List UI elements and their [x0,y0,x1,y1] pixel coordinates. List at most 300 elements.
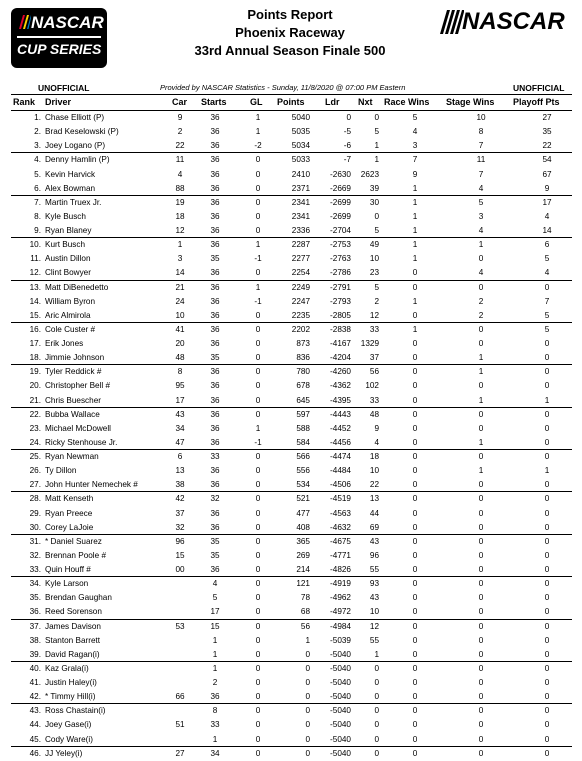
gl-cell: 0 [255,621,261,631]
starts-cell: 1 [212,663,218,673]
table-row [0,662,582,676]
nxt-cell: 33 [369,324,379,334]
stage-wins-cell: 3 [478,211,484,221]
starts-cell: 36 [210,480,220,490]
ldr-cell: -2763 [330,254,351,264]
playoff-pts-cell: 0 [544,480,550,490]
car-cell: 21 [175,282,185,292]
rank-cell: 38. [29,635,41,645]
points-cell: 2287 [291,240,310,250]
starts-cell: 36 [210,169,220,179]
rank-cell: 43. [29,706,41,716]
driver-cell: Ricky Stenhouse Jr. [45,437,118,447]
car-cell: 6 [177,452,183,461]
driver-cell: Martin Truex Jr. [45,197,102,207]
starts-cell: 32 [210,494,220,504]
nxt-cell: 96 [369,550,379,560]
race-wins-cell: 0 [412,593,418,603]
nxt-cell: 48 [369,409,379,419]
race-wins-cell: 5 [412,113,418,122]
playoff-pts-cell: 0 [544,678,550,687]
rank-cell: 4. [34,155,41,165]
playoff-pts-cell: 7 [544,296,550,306]
rank-cell: 1. [34,113,41,122]
playoff-pts-cell: 0 [544,353,550,363]
rank-cell: 11. [30,254,41,264]
gl-cell: 0 [255,310,261,320]
track-name: Phoenix Raceway [235,25,345,40]
rank-cell: 6. [34,183,41,193]
car-cell: 2 [177,127,183,137]
ldr-cell: -4443 [330,409,351,419]
points-cell: 2277 [291,254,310,264]
ldr-cell: -4962 [330,593,351,603]
nxt-cell: 4 [374,437,379,447]
gl-cell: 0 [255,692,261,702]
playoff-pts-cell: 0 [544,565,550,574]
table-row [0,492,582,506]
points-cell: 0 [305,678,310,687]
stage-wins-cell: 2 [478,310,484,320]
playoff-pts-cell: 0 [544,522,550,532]
race-wins-cell: 0 [412,423,418,433]
ldr-cell: -2805 [330,310,351,320]
rank-cell: 36. [29,607,41,617]
table-row [0,733,582,747]
starts-cell: 35 [210,254,220,264]
table-row [0,408,582,422]
nxt-cell: 0 [374,663,379,673]
race-wins-cell: 1 [412,197,418,207]
playoff-pts-cell: 0 [544,635,550,645]
stage-wins-cell: 1 [478,437,484,447]
playoff-pts-cell: 0 [544,452,550,461]
gl-cell: 0 [255,508,261,518]
nxt-cell: 18 [369,452,379,461]
table-row [0,295,582,309]
nxt-cell: 43 [369,593,379,603]
playoff-pts-cell: 9 [544,183,550,193]
playoff-pts-cell: 5 [544,310,550,320]
race-wins-cell: 1 [412,226,418,235]
points-cell: 0 [305,734,310,744]
rank-cell: 19. [29,367,41,377]
ldr-cell: -7 [343,155,351,165]
rank-cell: 14. [29,296,41,306]
starts-cell: 36 [210,423,220,433]
nxt-cell: 0 [374,692,379,702]
table-row [0,718,582,732]
rank-cell: 39. [29,649,41,659]
table-row [0,323,582,337]
rank-cell: 12. [29,268,41,278]
gl-cell: 0 [255,720,261,730]
ldr-cell: -5 [343,127,351,137]
stage-wins-cell: 8 [478,127,484,137]
gl-cell: 0 [255,452,261,461]
driver-cell: Alex Bowman [45,183,96,193]
stage-wins-cell: 0 [478,494,484,504]
points-cell: 121 [296,579,310,589]
playoff-pts-cell: 0 [544,437,550,447]
rank-cell: 21. [29,395,41,405]
points-cell: 0 [305,649,310,659]
car-cell: 8 [177,367,183,377]
race-wins-cell: 0 [412,480,418,490]
driver-cell: Joey Logano (P) [45,141,106,151]
starts-cell: 36 [210,508,220,518]
ldr-cell: -5040 [330,692,351,702]
table-row [0,139,582,153]
stage-wins-cell: 10 [476,113,486,122]
playoff-pts-cell: 0 [544,550,550,560]
stage-wins-cell: 0 [478,282,484,292]
race-wins-cell: 0 [412,409,418,419]
starts-cell: 36 [210,437,220,447]
stage-wins-cell: 4 [478,268,484,278]
points-cell: 2341 [291,211,310,221]
nxt-cell: 44 [369,508,379,518]
playoff-pts-cell: 27 [542,113,552,122]
playoff-pts-cell: 0 [544,607,550,617]
ldr-cell: -5039 [330,635,351,645]
nxt-cell: 1329 [360,339,379,348]
playoff-pts-cell: 0 [544,579,550,589]
driver-cell: Reed Sorenson [45,607,102,617]
driver-cell: Cole Custer # [45,324,96,334]
col-header-stage-wins: Stage Wins [446,97,495,107]
gl-cell: 0 [255,226,261,235]
ldr-cell: -2838 [330,324,351,334]
stage-wins-cell: 1 [478,395,484,405]
col-header-car: Car [172,97,188,107]
driver-cell: Chase Elliott (P) [45,113,105,122]
car-cell: 19 [175,197,185,207]
nxt-cell: 13 [369,494,379,504]
stage-wins-cell: 0 [478,565,484,574]
gl-cell: 0 [255,565,261,574]
driver-cell: Jimmie Johnson [45,353,105,363]
ldr-cell: -4519 [330,494,351,504]
playoff-pts-cell: 0 [544,409,550,419]
nascar-logo [440,6,572,38]
starts-cell: 36 [210,211,220,221]
rank-cell: 20. [29,381,41,391]
driver-cell: Ryan Blaney [45,226,92,235]
gl-cell: 0 [255,324,261,334]
car-cell: 41 [175,324,185,334]
rank-cell: 35. [29,593,41,603]
driver-cell: Denny Hamlin (P) [45,155,110,165]
nxt-cell: 12 [369,621,379,631]
car-cell: 34 [175,423,185,433]
col-header-points: Points [277,97,305,107]
car-cell: 15 [175,550,185,560]
starts-cell: 1 [212,635,218,645]
race-wins-cell: 1 [412,240,418,250]
gl-cell: 0 [255,466,261,476]
driver-cell: Matt DiBenedetto [45,282,109,292]
car-cell: 88 [175,183,185,193]
gl-cell: 0 [255,663,261,673]
gl-cell: 0 [255,381,261,391]
race-wins-cell: 0 [412,367,418,377]
driver-cell: Ty Dillon [45,466,77,476]
driver-cell: Kurt Busch [45,240,86,250]
ldr-cell: -5040 [330,649,351,659]
nxt-cell: 5 [374,282,379,292]
driver-cell: Kyle Busch [45,211,86,221]
starts-cell: 35 [210,353,220,363]
table-row [0,238,582,252]
points-cell: 2254 [291,268,310,278]
starts-cell: 36 [210,395,220,405]
stage-wins-cell: 0 [478,579,484,589]
points-cell: 873 [296,339,310,348]
driver-cell: Chris Buescher [45,395,101,405]
stage-wins-cell: 7 [478,141,484,151]
points-cell: 68 [300,607,310,617]
points-cell: 2202 [291,324,310,334]
nxt-cell: 93 [369,579,379,589]
stage-wins-cell: 0 [478,649,484,659]
stage-wins-cell: 0 [478,678,484,687]
race-wins-cell: 0 [412,282,418,292]
race-wins-cell: 0 [412,706,418,716]
race-wins-cell: 1 [412,296,418,306]
rank-cell: 22. [29,409,41,419]
starts-cell: 1 [212,649,218,659]
gl-cell: 1 [255,127,261,137]
starts-cell: 36 [210,197,220,207]
col-header-race-wins: Race Wins [384,97,430,107]
race-wins-cell: 0 [412,522,418,532]
car-cell: 51 [175,720,185,730]
rank-cell: 16. [29,324,41,334]
points-cell: 5034 [291,141,310,151]
race-wins-cell: 0 [412,635,418,645]
rank-cell: 33. [29,565,41,574]
points-cell: 678 [296,381,310,391]
nxt-cell: 12 [369,310,379,320]
stage-wins-cell: 0 [478,748,484,758]
nxt-cell: 22 [369,480,379,490]
driver-cell: Ryan Preece [45,508,93,518]
rank-cell: 45. [29,734,41,744]
points-cell: 408 [296,522,310,532]
race-wins-cell: 0 [412,550,418,560]
playoff-pts-cell: 0 [544,494,550,504]
stage-wins-cell: 0 [478,692,484,702]
points-cell: 1 [305,635,310,645]
table-row [0,648,582,662]
car-cell: 22 [175,141,185,151]
playoff-pts-cell: 0 [544,663,550,673]
playoff-pts-cell: 0 [544,423,550,433]
gl-cell: -1 [254,296,262,306]
starts-cell: 36 [210,183,220,193]
points-cell: 0 [305,663,310,673]
starts-cell: 36 [210,226,220,235]
playoff-pts-cell: 1 [544,466,550,476]
standings-table [0,111,582,761]
race-wins-cell: 0 [412,395,418,405]
points-cell: 556 [296,466,310,476]
starts-cell: 36 [210,367,220,377]
points-cell: 0 [305,692,310,702]
nxt-cell: 2623 [360,169,379,179]
driver-cell: Joey Gase(i) [45,720,92,730]
ldr-cell: -4972 [330,607,351,617]
car-cell: 47 [175,437,185,447]
nxt-cell: 30 [369,197,379,207]
driver-cell: Aric Almirola [45,310,91,320]
race-wins-cell: 0 [412,494,418,504]
playoff-pts-cell: 17 [542,197,552,207]
starts-cell: 34 [210,748,220,758]
nxt-cell: 10 [369,466,379,476]
stage-wins-cell: 0 [478,663,484,673]
nxt-cell: 33 [369,395,379,405]
nxt-cell: 56 [369,367,379,377]
ldr-cell: -5040 [330,678,351,687]
gl-cell: 0 [255,409,261,419]
race-wins-cell: 0 [412,607,418,617]
ldr-cell: -2699 [330,197,351,207]
race-wins-cell: 0 [412,621,418,631]
race-wins-cell: 1 [412,254,418,264]
driver-cell: Clint Bowyer [45,268,91,278]
stage-wins-cell: 0 [478,508,484,518]
race-wins-cell: 0 [412,536,418,546]
race-wins-cell: 1 [412,324,418,334]
race-wins-cell: 0 [412,508,418,518]
rank-cell: 5. [34,169,41,179]
table-row [0,252,582,266]
points-cell: 780 [296,367,310,377]
ldr-cell: -4204 [330,353,351,363]
stage-wins-cell: 0 [478,635,484,645]
stage-wins-cell: 0 [478,621,484,631]
table-row [0,605,582,619]
race-wins-cell: 0 [412,310,418,320]
points-cell: 56 [300,621,310,631]
playoff-pts-cell: 0 [544,367,550,377]
starts-cell: 17 [210,607,220,617]
driver-cell: Tyler Reddick # [45,367,102,377]
points-cell: 477 [296,508,310,518]
starts-cell: 33 [210,720,220,730]
playoff-pts-cell: 0 [544,692,550,702]
starts-cell: 35 [210,550,220,560]
logo-cup-series-text: CUP SERIES [17,41,102,57]
stage-wins-cell: 7 [478,169,484,179]
table-row [0,747,582,761]
nxt-cell: 69 [369,522,379,532]
ldr-cell: 0 [346,113,351,122]
gl-cell: 0 [255,635,261,645]
col-header-starts: Starts [201,97,227,107]
table-row [0,125,582,139]
stage-wins-cell: 0 [478,381,484,391]
car-cell: 00 [175,565,185,574]
car-cell: 20 [175,339,185,348]
stage-wins-cell: 1 [478,367,484,377]
driver-cell: Corey LaJoie [45,522,94,532]
car-cell: 18 [175,211,185,221]
points-cell: 2410 [291,169,310,179]
starts-cell: 1 [212,734,218,744]
race-wins-cell: 7 [412,155,418,165]
car-cell: 9 [177,113,183,122]
driver-cell: Brad Keselowski (P) [45,127,119,137]
stage-wins-cell: 0 [478,254,484,264]
starts-cell: 36 [210,310,220,320]
gl-cell: 0 [255,593,261,603]
ldr-cell: -5040 [330,720,351,730]
points-cell: 365 [296,536,310,546]
car-cell: 17 [175,395,185,405]
playoff-pts-cell: 0 [544,381,550,391]
points-cell: 78 [300,593,310,603]
playoff-pts-cell: 5 [544,254,550,264]
playoff-pts-cell: 0 [544,621,550,631]
nxt-cell: 0 [374,720,379,730]
race-wins-cell: 0 [412,381,418,391]
car-cell: 27 [175,748,185,758]
driver-cell: William Byron [45,296,96,306]
gl-cell: 0 [255,649,261,659]
car-cell: 95 [175,381,185,391]
gl-cell: 0 [255,748,261,758]
car-cell: 32 [175,522,185,532]
ldr-cell: -4456 [330,437,351,447]
rank-cell: 40. [29,663,41,673]
nxt-cell: 37 [369,353,379,363]
starts-cell: 33 [210,452,220,461]
nxt-cell: 0 [374,211,379,221]
rank-cell: 3. [34,141,41,151]
playoff-pts-cell: 0 [544,734,550,744]
rank-cell: 17. [29,339,41,348]
race-wins-cell: 0 [412,466,418,476]
playoff-pts-cell: 35 [542,127,552,137]
col-header-driver: Driver [45,97,72,107]
rank-cell: 8. [34,211,41,221]
driver-cell: Stanton Barrett [45,635,101,645]
stage-wins-cell: 1 [478,240,484,250]
playoff-pts-cell: 4 [544,211,550,221]
ldr-cell: -4826 [330,565,351,574]
gl-cell: 0 [255,155,261,165]
unofficial-label-left: UNOFFICIAL [38,83,90,93]
race-wins-cell: 0 [412,437,418,447]
gl-cell: 0 [255,678,261,687]
points-cell: 0 [305,706,310,716]
rank-cell: 31. [29,536,41,546]
starts-cell: 8 [212,706,218,716]
starts-cell: 5 [212,593,218,603]
race-wins-cell: 0 [412,748,418,758]
rank-cell: 41. [29,678,41,687]
rank-cell: 25. [29,452,41,461]
stage-wins-cell: 0 [478,522,484,532]
points-cell: 5035 [291,127,310,137]
stage-wins-cell: 0 [478,452,484,461]
gl-cell: 0 [255,480,261,490]
table-row [0,351,582,365]
nxt-cell: 10 [369,607,379,617]
